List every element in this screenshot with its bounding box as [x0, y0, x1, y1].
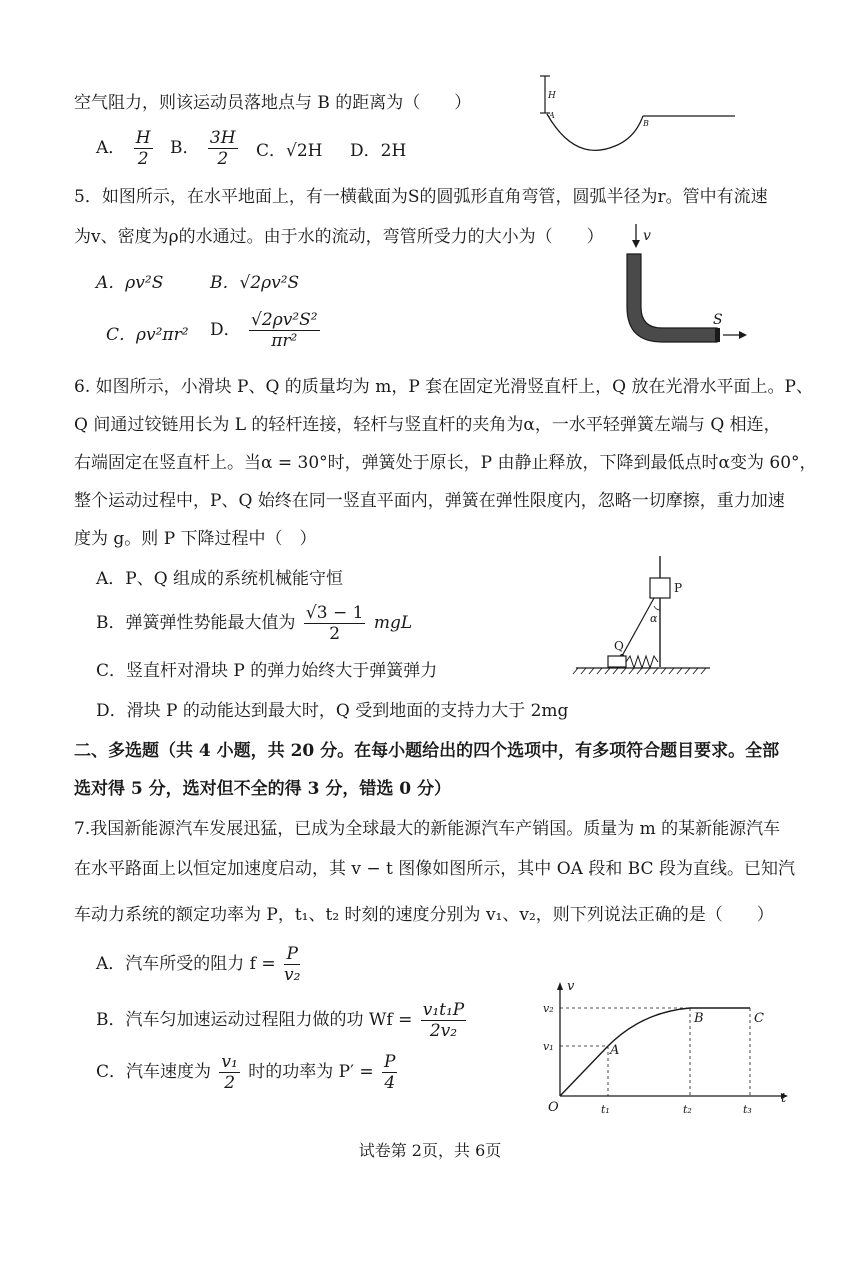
q6-option-d: D．滑块 P 的动能达到最大时，Q 受到地面的支持力大于 2mg: [96, 701, 569, 721]
denominator: πr²: [271, 331, 298, 351]
v2-label: v₂: [543, 1002, 554, 1015]
t1-label: t₁: [601, 1103, 610, 1116]
q7-option-b: [96, 1000, 469, 1041]
q5-option-d: [210, 310, 323, 351]
point-c-label: C: [754, 1011, 764, 1026]
numerator: H: [135, 128, 151, 148]
denominator: 4: [384, 1073, 396, 1093]
slider-p: [650, 578, 670, 598]
q6-slider-spring-figure: [570, 552, 730, 682]
angle-label: α: [650, 612, 658, 625]
slider-q-label: Q: [614, 639, 624, 653]
q7-option-c-fraction-2: [382, 1052, 397, 1093]
point-b-label: B: [694, 1011, 704, 1026]
q5-option-b: B．√2ρv²S: [210, 273, 300, 293]
q7-option-c-fraction-1: [219, 1052, 239, 1093]
slider-q: [608, 656, 626, 667]
q6-text-line-2: Q 间通过铰链用长为 L 的轻杆连接，轻杆与竖直杆的夹角为α，一水平轻弹簧左端与 Q 相连，: [74, 415, 781, 435]
q5-option-c: C．ρv²πr²: [106, 325, 189, 345]
denominator: 2v₂: [429, 1021, 458, 1041]
section-2-heading-line-2: 选对得 5 分，选对但不全的得 3 分，错选 0 分）: [74, 779, 451, 799]
section-2-heading-line-1: 二、多选题（共 4 小题，共 20 分。在每小题给出的四个选项中，有多项符合题目要求。全部: [74, 741, 780, 761]
q6-option-a: A．P、Q 组成的系统机械能守恒: [96, 569, 344, 589]
q5-option-a: A．ρv²S: [96, 273, 164, 293]
q5-option-d-fraction: [249, 310, 320, 351]
q7-option-a-fraction: [284, 944, 300, 985]
denominator: 2: [224, 1073, 236, 1093]
q7-option-a-text: A．汽车所受的阻力 f =: [96, 954, 276, 974]
q7-option-c-text: C．汽车速度为: [96, 1062, 212, 1082]
height-label: H: [548, 91, 556, 101]
pipe-outlet: [715, 328, 720, 342]
bent-pipe: [627, 254, 717, 342]
outflow-arrow-head: [739, 331, 747, 339]
q4-option-a-label: A．: [96, 138, 126, 158]
floor-hatching: [573, 668, 706, 674]
q7-option-b-fraction: [421, 1000, 467, 1041]
point-a-label: A: [549, 111, 555, 120]
numerator: v₁t₁P: [422, 1000, 465, 1020]
page-footer: 试卷第 2页，共 6页: [358, 1141, 502, 1160]
v1-label: v₁: [543, 1040, 554, 1053]
inflow-arrow-head: [632, 240, 640, 248]
q6-option-b-text: B．弹簧弹性势能最大值为: [96, 613, 296, 633]
q6-text-line-5: 度为 g。则 P 下降过程中（ ）: [74, 529, 317, 549]
denominator: 2: [137, 149, 149, 169]
q5-option-d-label: D．: [210, 320, 241, 340]
t2-label: t₂: [683, 1103, 692, 1116]
numerator: 3H: [209, 128, 236, 148]
q4-option-b-label: B．: [170, 138, 200, 158]
q5-text-line-2: 为v、密度为ρ的水通过。由于水的流动，弯管所受力的大小为（ ）: [74, 227, 604, 247]
numerator: P: [284, 944, 300, 965]
numerator: √3 − 1: [305, 603, 364, 623]
q4-option-c: C．√2H: [256, 141, 323, 161]
denominator: v₂: [284, 965, 301, 985]
denominator: 2: [329, 624, 341, 644]
q6-text-line-4: 整个运动过程中，P、Q 始终在同一竖直平面内，弹簧在弹性限度内，忽略一切摩擦，重力加速: [74, 491, 785, 511]
q7-option-c: [96, 1052, 400, 1093]
q7-option-c-text-2: 时的功率为 P′ =: [248, 1062, 374, 1082]
spring: [626, 656, 658, 668]
point-b-label: B: [643, 119, 649, 128]
q7-text-line-3: 车动力系统的额定功率为 P，t₁、t₂ 时刻的速度分别为 v₁、v₂，则下列说法正确的是（ ）: [74, 905, 774, 925]
slope-curve: [547, 114, 643, 150]
origin-label: O: [548, 1100, 559, 1115]
q4-option-d: D．2H: [350, 141, 407, 161]
t-axis-label: t: [781, 1091, 787, 1106]
light-rod: [622, 598, 654, 656]
q5-pipe-figure: [605, 222, 755, 352]
q7-text-line-1: 7.我国新能源汽车发展迅猛，已成为全球最大的新能源汽车产销国。质量为 m 的某新能源汽车: [74, 819, 781, 839]
q4-slope-figure: [535, 68, 740, 158]
v-axis-label: v: [567, 979, 575, 994]
q6-option-c: C．竖直杆对滑块 P 的弹力始终大于弹簧弹力: [96, 661, 438, 681]
v-axis-arrow: [557, 982, 563, 990]
q4-option-b-fraction: [208, 128, 238, 169]
q7-vt-graph: [530, 976, 800, 1121]
slider-p-label: P: [674, 581, 683, 595]
segment-ab: [608, 1008, 690, 1046]
q6-option-b-unit: mgL: [373, 613, 413, 633]
denominator: 2: [217, 149, 229, 169]
q7-option-b-text: B．汽车匀加速运动过程阻力做的功 Wf =: [96, 1010, 413, 1030]
numerator: P: [384, 1052, 396, 1072]
angle-arc: [654, 606, 660, 610]
q5-text-line-1: 5．如图所示，在水平地面上，有一横截面为S的圆弧形直角弯管，圆弧半径为r。管中有流速: [74, 187, 768, 207]
q4-text-line: 空气阻力，则该运动员落地点与 B 的距离为（ ）: [74, 93, 472, 113]
segment-oa: [560, 1046, 608, 1096]
q4-option-b: [170, 128, 241, 169]
t3-label: t₃: [743, 1103, 752, 1116]
numerator: v₁: [221, 1052, 238, 1072]
numerator: √2ρv²S²: [251, 310, 318, 330]
q6-option-b: [96, 603, 412, 644]
velocity-label: v: [643, 228, 651, 244]
q4-option-a-fraction: [134, 128, 153, 169]
point-a-label: A: [610, 1043, 620, 1058]
q6-text-line-3: 右端固定在竖直杆上。当α = 30°时，弹簧处于原长，P 由静止释放，下降到最低点时α变为 60°，: [74, 453, 817, 473]
q6-text-line-1: 6. 如图所示，小滑块 P、Q 的质量均为 m，P 套在固定光滑竖直杆上，Q 放在光滑水平面上。P、: [74, 377, 813, 397]
q4-option-a: [96, 128, 156, 169]
q6-option-b-fraction: [304, 603, 366, 644]
q7-text-line-2: 在水平路面上以恒定加速度启动，其 v − t 图像如图所示，其中 OA 段和 BC 段为直线。已知汽: [74, 859, 795, 879]
q7-option-a: [96, 944, 303, 985]
cross-section-label: S: [713, 312, 723, 328]
